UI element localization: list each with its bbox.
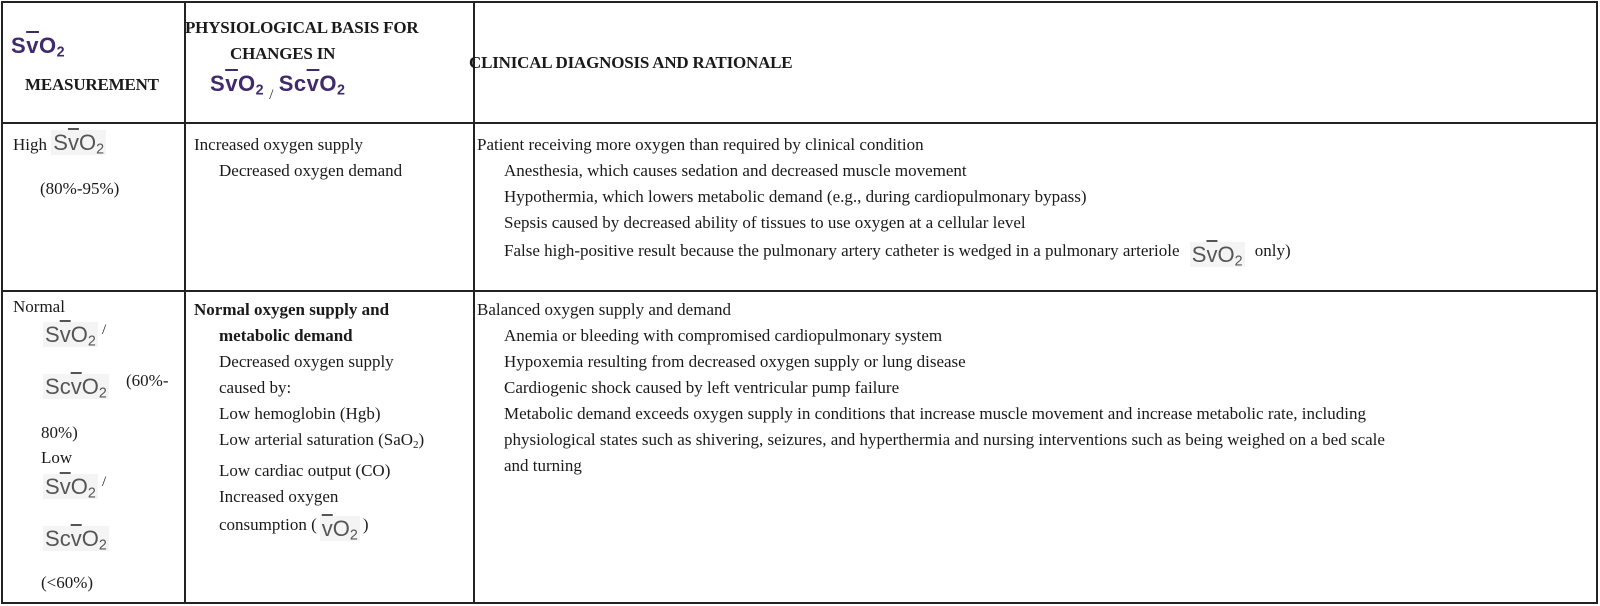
basis-line [194, 427, 424, 458]
basis-line: Low cardiac output (CO) [219, 461, 391, 480]
formula-separator: / [269, 87, 274, 103]
normal-range-end: 80%) [41, 423, 78, 442]
basis-line-text: ) [362, 515, 369, 534]
basis-line: Increased oxygen supply [194, 135, 364, 154]
header-basis-formulas [210, 71, 346, 103]
diagnosis-item: Anesthesia, which causes sedation and decreased muscle movement [504, 161, 967, 180]
svo2-formula: $S\overline{v}O_2$ [1191, 242, 1243, 270]
svo2-formula: $S\overline{v}O_2$ [45, 474, 96, 502]
diagnosis-item-suffix: only) [1254, 241, 1291, 260]
basis-line: caused by: [219, 378, 292, 397]
svo2-formula: $S\overline{v}O_2$ [45, 322, 96, 350]
svo2-formula: $S\overline{v}O_2$ [11, 33, 66, 61]
svo2-formula: $S\overline{v}O_2$ [53, 130, 105, 158]
header-measurement-label: MEASUREMENT [25, 75, 159, 94]
diagnosis-item: Hypothermia, which lowers metabolic demand (e.g., during cardiopulmonary bypass) [504, 187, 1087, 206]
diagnosis-item: Metabolic demand exceeds oxygen supply in conditions that increase muscle movement and increase metabolic rate, including [504, 404, 1367, 423]
basis-bold-line: metabolic demand [219, 326, 353, 345]
header-basis-line1: PHYSIOLOGICAL BASIS FOR [185, 18, 419, 37]
row-normal-low-diagnosis [477, 297, 1385, 479]
row-normal-low-basis [194, 297, 424, 543]
measurement-level-high: High [13, 135, 47, 154]
basis-line: Low hemoglobin (Hgb) [219, 404, 381, 423]
basis-line [194, 510, 424, 543]
basis-line: Decreased oxygen supply [219, 352, 394, 371]
basis-line-text: consumption ( [219, 515, 317, 534]
measurement-level-low: Low [41, 448, 73, 467]
low-range: (<60%) [41, 573, 94, 592]
basis-line-text: Low arterial saturation (SaO [219, 430, 414, 449]
normal-range-start: (60%- [126, 371, 169, 390]
diagnosis-item-continued: and turning [504, 456, 582, 475]
subscript: 2 [413, 439, 419, 451]
svo2-interpretation-table [1, 1, 1598, 604]
basis-bold-line: Normal oxygen supply and [194, 300, 390, 319]
basis-line: Decreased oxygen demand [219, 161, 403, 180]
header-measurement [11, 33, 65, 61]
diagnosis-item-text: False high-positive result because the pulmonary artery catheter is wedged in a pulmonary arteriole [504, 241, 1180, 260]
header-basis-line2: CHANGES IN [230, 44, 336, 63]
diagnosis-item: Sepsis caused by decreased ability of tissues to use oxygen at a cellular level [504, 213, 1026, 232]
diagnosis-heading: Patient receiving more oxygen than required by clinical condition [477, 135, 924, 154]
row-high-basis [194, 132, 402, 184]
header-diagnosis: CLINICAL DIAGNOSIS AND RATIONALE [469, 53, 793, 72]
formula-separator: / [102, 474, 107, 490]
column-divider-2 [473, 3, 475, 602]
row-high-range: (80%-95%) [40, 179, 120, 198]
row-high-diagnosis [477, 132, 1291, 269]
diagnosis-item: Cardiogenic shock caused by left ventricular pump failure [504, 378, 900, 397]
basis-line-text: ) [418, 430, 425, 449]
scvo2-formula: $Sc\overline{v}O_2$ [278, 71, 346, 99]
diagnosis-heading: Balanced oxygen supply and demand [477, 300, 731, 319]
basis-line: Increased oxygen [219, 487, 339, 506]
scvo2-formula: $Sc\overline{v}O_2$ [45, 374, 107, 402]
diagnosis-item: Hypoxemia resulting from decreased oxygen supply or lung disease [504, 352, 966, 371]
diagnosis-item: Anemia or bleeding with compromised cardiopulmonary system [504, 326, 943, 345]
row-high-measurement [13, 131, 106, 162]
header-divider [3, 122, 1596, 124]
svo2-formula: $S\overline{v}O_2$ [210, 71, 265, 99]
header-basis [185, 15, 418, 67]
vo2-formula: $\overline{v}O_2$ [321, 516, 358, 544]
scvo2-formula: $Sc\overline{v}O_2$ [45, 526, 107, 554]
diagnosis-item-continued: physiological states such as shivering, seizures, and hyperthermia and nursing interventions such as being weighed on a bed scale [504, 430, 1385, 449]
diagnosis-item [477, 236, 1291, 269]
formula-separator: / [102, 322, 107, 338]
row-divider [3, 290, 1596, 292]
column-divider-1 [184, 3, 186, 602]
measurement-level-normal: Normal [13, 297, 65, 316]
